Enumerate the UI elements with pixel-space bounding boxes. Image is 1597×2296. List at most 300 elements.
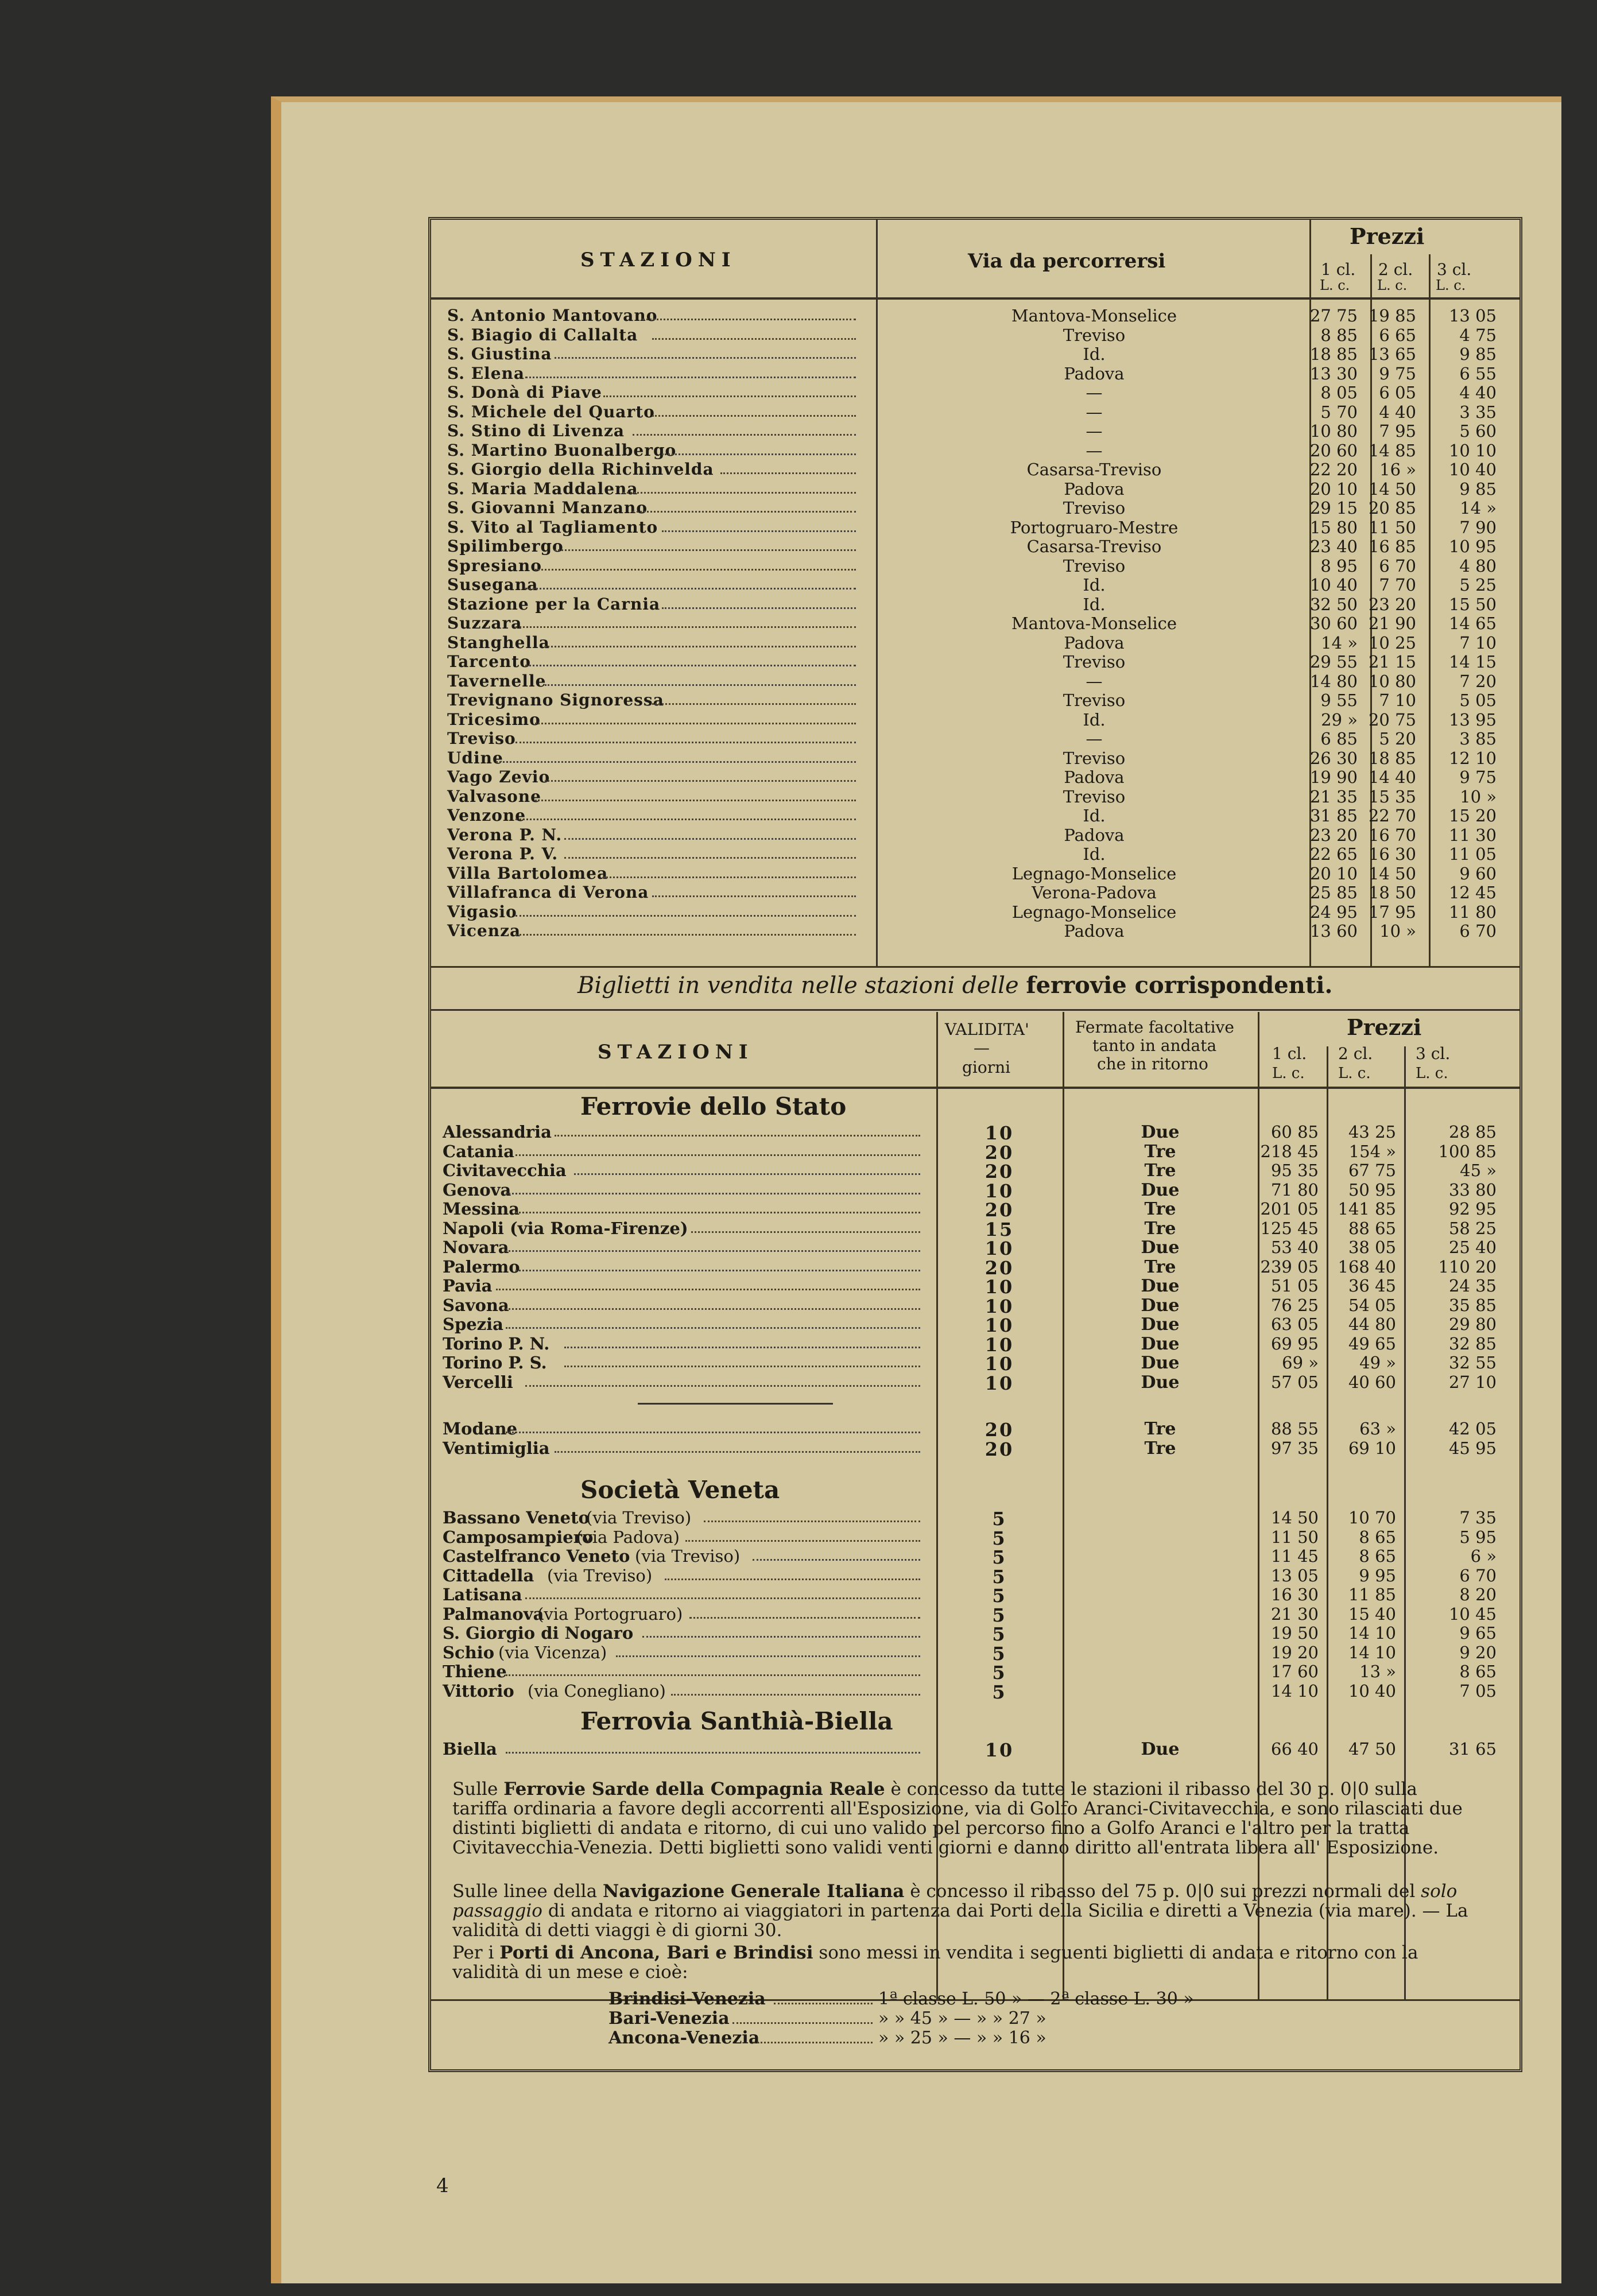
table1-row [431,672,1520,691]
note-sardinia [452,1779,1476,1857]
price-first: 14 10 [1270,1681,1319,1701]
validity-days: 10 [984,1372,1014,1394]
table1-row [431,883,1520,902]
route: Treviso [1063,498,1126,518]
price-third: 9 85 [1459,344,1497,364]
table2-row [431,1642,1520,1665]
table1-row [431,518,1520,537]
table2-row [431,1295,1520,1317]
price-first: 125 45 [1260,1218,1319,1238]
table2-col2-heading: 2 cl. [1338,1044,1373,1063]
validity-days: 20 [984,1438,1014,1460]
leader-dots [515,1154,920,1156]
leader-dots [662,530,856,532]
price-first: 14 50 [1270,1508,1319,1527]
station-name: Tarcento [447,652,531,671]
route: — [1086,402,1103,422]
fare-route: Bari-Venezia [608,2008,730,2029]
table2-prices-heading: Prezzi [1347,1014,1422,1040]
route: Treviso [1063,556,1126,576]
leader-dots [623,492,856,494]
station-name: Villa Bartolomea [447,863,608,883]
validity-days: 5 [992,1585,1007,1607]
price-third: 35 85 [1448,1295,1497,1315]
price-second: 43 25 [1348,1122,1396,1142]
optional-stops: Tre [1144,1419,1176,1439]
table1-row [431,595,1520,614]
optional-stops: Tre [1144,1161,1176,1181]
price-second: 14 50 [1368,863,1416,883]
price-third: 45 95 [1448,1438,1497,1458]
price-second: 10 40 [1348,1681,1396,1701]
station-name: Pavia [443,1276,493,1296]
station-name: Susegana [447,575,538,594]
station-name: Camposampiero [443,1527,594,1547]
price-third: 25 40 [1448,1238,1497,1257]
leader-dots [515,915,856,917]
station-via: (via Treviso) [547,1565,653,1585]
table1-row [431,844,1520,863]
station-name: S. Elena [447,363,525,383]
leader-dots [525,1597,920,1599]
route: — [1086,729,1103,748]
price-first: 53 40 [1270,1238,1319,1257]
price-third: 13 05 [1448,306,1497,325]
station-name: Civitavecchia [443,1161,567,1180]
price-first: 9 55 [1320,691,1358,710]
leader-dots [515,742,856,743]
table1-unit2: L. c. [1377,277,1408,293]
validity-days: 5 [992,1662,1007,1684]
table1-unit3: L. c. [1436,277,1466,293]
price-first: 20 10 [1309,863,1358,883]
price-second: 168 40 [1338,1256,1396,1277]
table1-row [431,537,1520,556]
price-third: 12 10 [1448,748,1497,768]
price-second: 23 20 [1368,594,1416,614]
price-first: 57 05 [1270,1372,1319,1392]
station-name: Vercelli [443,1372,513,1392]
table2-row [431,1508,1520,1530]
station-name: Suzzara [447,614,522,633]
price-third: 9 85 [1459,479,1497,499]
price-third: 9 60 [1459,863,1497,883]
station-name: Ventimiglia [443,1438,550,1458]
station-name: Vittorio [443,1681,514,1701]
note-ports-names: Porti di Ancona, Bari e Brindisi [499,1942,813,1963]
leader-dots [603,876,856,878]
table2-validity-dash: — [974,1038,990,1057]
station-name: Valvasone [447,786,541,806]
banner-bottom-rule [431,1009,1520,1011]
validity-days: 5 [992,1508,1007,1530]
price-first: 66 40 [1270,1739,1319,1759]
route: Id. [1083,575,1106,595]
price-third: 11 30 [1448,825,1497,845]
station-name: S. Giorgio di Nogaro [443,1623,634,1643]
price-first: 14 80 [1309,671,1358,691]
leader-dots [525,1385,920,1387]
table1-col3-heading: 3 cl. [1437,260,1472,279]
price-second: 54 05 [1348,1295,1396,1315]
table1-header [431,220,1520,300]
table1-row [431,748,1520,767]
table2-row [431,1527,1520,1549]
price-first: 71 80 [1270,1180,1319,1200]
station-name: Thiene [443,1662,507,1681]
price-second: 4 40 [1379,402,1416,422]
price-second: 6 70 [1379,556,1416,576]
table1-col1-heading: 1 cl. [1321,260,1356,279]
table1-route-heading: Via da percorrersi [968,250,1166,273]
table1-stations-heading: STAZIONI [580,249,737,272]
price-second: 22 70 [1368,806,1416,825]
price-second: 21 15 [1368,652,1416,672]
station-name: Trevignano Signoressa [447,691,664,709]
table2-row [431,1681,1520,1703]
price-second: 10 » [1379,921,1416,941]
station-via: (via Padova) [576,1527,680,1547]
validity-days: 10 [984,1295,1014,1317]
table2-row [431,1122,1520,1144]
table2-row [431,1438,1520,1460]
price-third: 31 65 [1448,1739,1497,1759]
price-third: 45 » [1460,1161,1497,1180]
price-second: 14 40 [1368,767,1416,787]
price-second: 63 » [1359,1419,1396,1438]
price-third: 7 20 [1459,671,1497,691]
table2-row [431,1238,1520,1259]
table2-row [431,1353,1520,1375]
table2-stops-heading-2: tanto in andata [1092,1036,1217,1055]
leader-dots [753,2042,873,2043]
route: Legnago-Monselice [1011,902,1177,922]
station-name: Spresiano [447,556,542,575]
price-second: 8 65 [1359,1546,1396,1566]
route: Mantova-Monselice [1011,306,1177,325]
optional-stops: Due [1141,1333,1180,1354]
leader-dots [525,377,856,378]
leader-dots [671,1694,920,1696]
price-first: 51 05 [1270,1276,1319,1296]
price-second: 14 10 [1348,1623,1396,1643]
price-third: 15 20 [1448,806,1497,825]
price-third: 4 40 [1459,383,1497,402]
price-first: 69 95 [1270,1333,1319,1353]
price-second: 10 70 [1348,1508,1396,1527]
price-first: 14 » [1321,633,1358,653]
station-name: Savona [443,1295,509,1315]
validity-days: 10 [984,1314,1014,1336]
route: Casarsa-Treviso [1026,460,1162,479]
route: — [1086,383,1103,402]
price-first: 69 » [1282,1353,1319,1372]
price-first: 8 95 [1320,556,1358,576]
section-heading: Ferrovie dello Stato [580,1092,847,1120]
table1-row [431,441,1520,460]
optional-stops: Due [1141,1314,1180,1335]
route: Mantova-Monselice [1011,614,1177,633]
price-second: 13 65 [1368,344,1416,364]
banner-italic: Biglietti in vendita nelle stazioni delle [577,972,1019,999]
table1-row [431,556,1520,575]
station-name: Bassano Veneto [443,1508,590,1527]
price-third: 9 75 [1459,767,1497,787]
route: Id. [1083,709,1106,730]
price-third: 5 05 [1459,691,1497,710]
leader-dots [555,549,856,551]
banner-bold: ferrovie corrispondenti. [1026,972,1333,999]
validity-days: 5 [992,1642,1007,1665]
price-second: 7 10 [1379,691,1416,710]
price-second: 6 65 [1379,325,1416,345]
leader-dots [642,1636,920,1638]
validity-days: 20 [984,1161,1014,1182]
table2-row [431,1585,1520,1607]
leader-dots [642,319,856,320]
optional-stops: Due [1141,1122,1180,1142]
validity-days: 5 [992,1527,1007,1549]
price-second: 9 95 [1359,1565,1396,1585]
table1-row [431,344,1520,363]
fare-row [608,1989,1297,2008]
price-third: 24 35 [1448,1276,1497,1296]
table1-row [431,652,1520,671]
station-name: S. Giovanni Manzano [447,498,648,517]
station-name: Modane [443,1419,518,1438]
route: Id. [1083,344,1106,364]
price-second: 49 65 [1348,1333,1396,1353]
leader-dots [506,1193,920,1194]
price-third: 7 35 [1459,1508,1497,1527]
route: Padova [1064,479,1125,499]
validity-days: 20 [984,1419,1014,1441]
price-second: 47 50 [1348,1739,1396,1759]
validity-days: 10 [984,1180,1014,1202]
station-name: Stazione per la Carnia [447,594,661,614]
station-via: (via Treviso) [635,1546,741,1566]
table1-row [431,421,1520,440]
optional-stops: Due [1141,1276,1180,1296]
fare-row [608,2008,1297,2028]
station-name: Tricesimo [447,709,541,729]
station-name: Villafranca di Verona [447,883,649,902]
route: — [1086,440,1103,460]
table1-row [431,691,1520,709]
price-first: 201 05 [1260,1199,1319,1219]
table2-days-heading: giorni [962,1058,1011,1077]
price-first: 21 35 [1309,786,1358,806]
table1-row [431,402,1520,421]
price-second: 13 » [1359,1662,1396,1681]
section-heading: Società Veneta [580,1476,780,1504]
table2-row [431,1623,1520,1645]
price-third: 14 » [1460,498,1497,518]
price-second: 50 95 [1348,1180,1396,1200]
station-name: Latisana [443,1585,522,1604]
table2-row [431,1565,1520,1588]
route: Padova [1064,633,1125,653]
leader-dots [564,838,856,840]
station-name: Udine [447,748,503,767]
leader-dots [496,1289,920,1290]
leader-dots [574,1173,920,1175]
table2-row [431,1219,1520,1238]
table2-row [431,1419,1520,1441]
table2-validity-heading: VALIDITA' [945,1020,1029,1039]
leader-dots [689,1617,920,1619]
price-first: 15 80 [1309,517,1358,537]
price-third: 13 95 [1448,709,1497,730]
price-second: 67 75 [1348,1161,1396,1180]
price-second: 17 95 [1368,902,1416,922]
price-first: 8 05 [1320,383,1358,402]
price-first: 22 20 [1309,460,1358,479]
price-third: 11 05 [1448,844,1497,864]
table1-row [431,710,1520,729]
table1-row [431,787,1520,806]
station-name: Castelfranco Veneto [443,1546,630,1566]
table2-row [431,1604,1520,1626]
price-first: 31 85 [1309,806,1358,825]
table2-unit1: L. c. [1272,1065,1305,1082]
table1-row [431,921,1520,940]
price-first: 8 85 [1320,325,1358,345]
station-via: (via Treviso) [586,1508,692,1527]
table2-stations-heading: STAZIONI [598,1041,754,1064]
price-third: 3 85 [1459,729,1497,748]
price-first: 30 60 [1309,614,1358,633]
price-first: 18 85 [1309,344,1358,364]
leader-dots [515,1212,920,1213]
leader-dots [662,453,856,455]
banner-top-rule [431,966,1520,968]
price-second: 10 80 [1368,671,1416,691]
validity-days: 5 [992,1546,1007,1568]
table1-row [431,633,1520,652]
price-third: 32 55 [1448,1353,1497,1372]
optional-stops: Due [1141,1739,1180,1759]
leader-dots [616,1655,920,1657]
price-first: 95 35 [1270,1161,1319,1180]
price-second: 14 10 [1348,1642,1396,1662]
price-second: 154 » [1348,1141,1396,1161]
table2-col1-heading: 1 cl. [1272,1044,1307,1063]
table1-row [431,479,1520,498]
route: Treviso [1063,748,1126,768]
leader-dots [525,665,856,666]
price-first: 27 75 [1309,306,1358,325]
price-third: 15 50 [1448,594,1497,614]
note-ports-lead: Per i [452,1942,494,1963]
leader-dots [535,723,856,724]
validity-days: 5 [992,1604,1007,1626]
price-first: 17 60 [1270,1662,1319,1681]
optional-stops: Tre [1144,1141,1176,1162]
price-first: 22 65 [1309,844,1358,864]
price-third: 4 75 [1459,325,1497,345]
leader-dots [506,1752,920,1754]
validity-days: 10 [984,1739,1014,1761]
fare-prices: » » 45 » — » » 27 » [878,2008,1046,2029]
leader-dots [535,800,856,801]
optional-stops: Tre [1144,1218,1176,1239]
price-third: 7 10 [1459,633,1497,653]
leader-dots [691,1231,920,1233]
table1-row [431,460,1520,479]
leader-dots [515,819,856,820]
note-sardinia-lead: Sulle [452,1779,498,1799]
leader-dots [704,1521,920,1522]
station-name: S. Donà di Piave [447,383,602,402]
leader-dots [603,395,856,397]
price-second: 5 20 [1379,729,1416,748]
price-first: 5 70 [1320,402,1358,422]
leader-dots [753,1559,920,1561]
station-name: S. Maria Maddalena [447,479,638,498]
price-third: 6 55 [1459,363,1497,383]
price-first: 11 45 [1270,1546,1319,1566]
section-separator [638,1403,833,1405]
table2-row [431,1142,1520,1161]
table2-row [431,1314,1520,1336]
price-second: 20 85 [1368,498,1416,518]
table1-row [431,902,1520,921]
note-navigation-lead: Sulle linee della [452,1881,598,1902]
price-first: 26 30 [1309,748,1358,768]
price-second: 88 65 [1348,1218,1396,1238]
validity-days: 10 [984,1333,1014,1356]
validity-days: 10 [984,1276,1014,1298]
price-first: 25 85 [1309,883,1358,902]
station-name: S. Michele del Quarto [447,402,655,421]
leader-dots [652,415,856,417]
price-third: 14 65 [1448,614,1497,633]
price-second: 10 25 [1368,633,1416,653]
price-first: 16 30 [1270,1585,1319,1604]
leader-dots [652,895,856,897]
station-via: (via Conegliano) [528,1681,666,1701]
leader-dots [774,2003,873,2004]
price-third: 110 20 [1438,1256,1497,1277]
route: Portogruaro-Mestre [1010,517,1179,537]
leader-dots [662,607,856,609]
route: Padova [1064,767,1125,787]
price-second: 69 10 [1348,1438,1396,1458]
price-third: 5 60 [1459,421,1497,441]
price-third: 8 65 [1459,1662,1497,1681]
price-first: 19 20 [1270,1642,1319,1662]
station-name: Palmanova [443,1604,544,1624]
leader-dots [633,511,856,513]
price-first: 29 15 [1309,498,1358,518]
table1-row [431,729,1520,748]
fare-route: Brindisi-Venezia [608,1989,766,2009]
station-name: Biella [443,1739,497,1759]
note-navigation-company: Navigazione Generale Italiana [602,1881,905,1902]
table2-row [431,1372,1520,1394]
price-third: 10 40 [1448,460,1497,479]
table1-row [431,806,1520,825]
leader-dots [506,1432,920,1433]
price-first: 63 05 [1270,1314,1319,1334]
station-name: Spilimbergo [447,537,564,556]
fare-prices: 1ª classe L. 50 » — 2ª classe L. 30 » [878,1989,1194,2009]
price-third: 10 10 [1448,440,1497,460]
price-third: 42 05 [1448,1419,1497,1438]
price-third: 9 65 [1459,1623,1497,1643]
optional-stops: Tre [1144,1256,1176,1277]
